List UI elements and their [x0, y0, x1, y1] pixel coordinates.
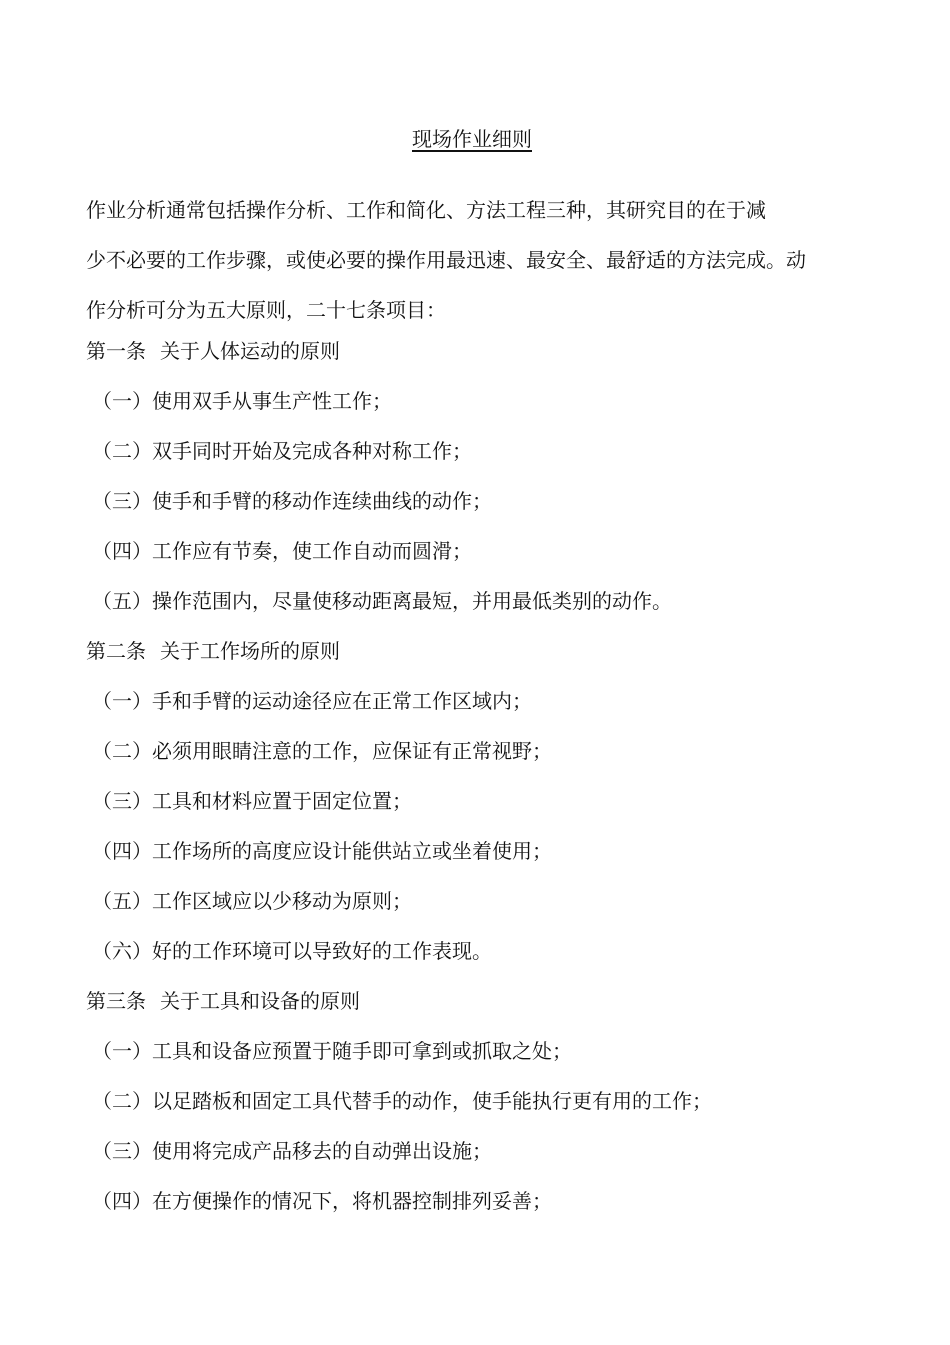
document-title: 现场作业细则: [412, 127, 532, 151]
intro-line: 作业分析通常包括操作分析、工作和简化、方法工程三种，其研究目的在于减: [86, 198, 766, 222]
document-title-row: [0, 124, 950, 154]
article-item: （一）使用双手从事生产性工作；: [92, 389, 392, 413]
intro-paragraph: [86, 185, 846, 335]
article-item: （三）使用将完成产品移去的自动弹出设施；: [92, 1139, 492, 1163]
article-number: 第一条: [86, 339, 146, 363]
article-heading: [86, 985, 866, 1035]
intro-line: 作分析可分为五大原则，二十七条项目：: [86, 298, 446, 322]
article-title: 关于工作场所的原则: [160, 639, 340, 663]
article-title: 关于人体运动的原则: [160, 339, 340, 363]
article-heading: [86, 335, 866, 385]
article-item: （五）操作范围内，尽量使移动距离最短，并用最低类别的动作。: [92, 589, 672, 613]
article-heading: [86, 635, 866, 685]
article-item: （三）使手和手臂的移动作连续曲线的动作；: [92, 489, 492, 513]
article-item: （六）好的工作环境可以导致好的工作表现。: [92, 939, 492, 963]
article-item: （一）工具和设备应预置于随手即可拿到或抓取之处；: [92, 1039, 572, 1063]
article-item: （三）工具和材料应置于固定位置；: [92, 789, 412, 813]
article-item: （四）在方便操作的情况下，将机器控制排列妥善；: [92, 1189, 552, 1213]
articles-list: [86, 335, 866, 1235]
article-item: （二）双手同时开始及完成各种对称工作；: [92, 439, 472, 463]
article-item: （一）手和手臂的运动途径应在正常工作区域内；: [92, 689, 532, 713]
article-title: 关于工具和设备的原则: [160, 989, 360, 1013]
article-item: （五）工作区域应以少移动为原则；: [92, 889, 412, 913]
article-number: 第三条: [86, 989, 146, 1013]
article-item: （四）工作场所的高度应设计能供站立或坐着使用；: [92, 839, 552, 863]
article-item: （二）必须用眼睛注意的工作，应保证有正常视野；: [92, 739, 552, 763]
article-number: 第二条: [86, 639, 146, 663]
intro-line: 少不必要的工作步骤，或使必要的操作用最迅速、最安全、最舒适的方法完成。动: [86, 248, 806, 272]
article-item: （四）工作应有节奏，使工作自动而圆滑；: [92, 539, 472, 563]
article-item: （二）以足踏板和固定工具代替手的动作，使手能执行更有用的工作；: [92, 1089, 712, 1113]
